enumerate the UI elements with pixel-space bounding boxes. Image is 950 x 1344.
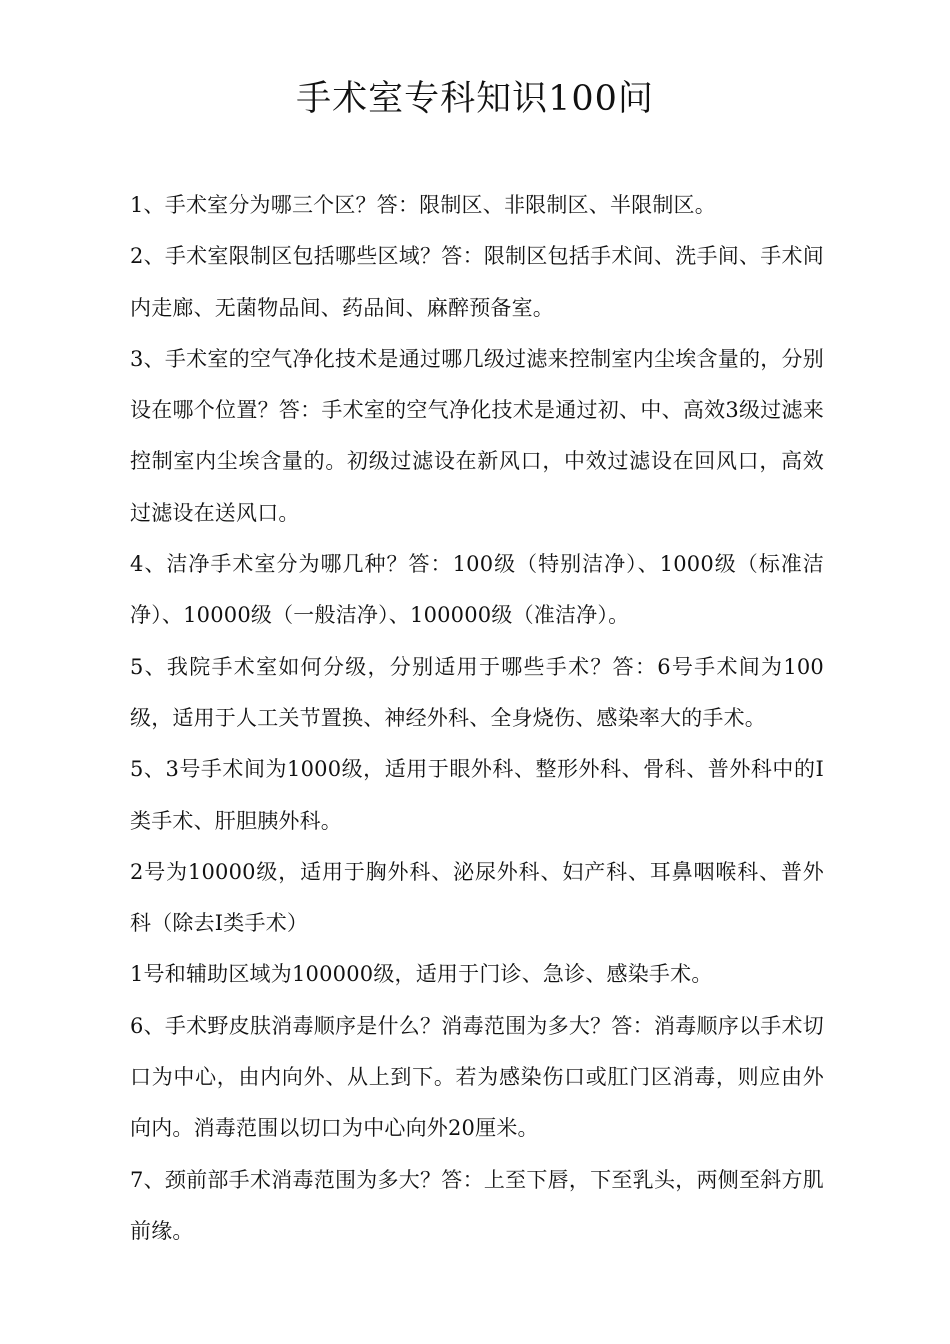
paragraph: 2、手术室限制区包括哪些区域？答：限制区包括手术间、洗手间、手术间内走廊、无菌物品间、药品间、麻醉预备室。 [130, 244, 824, 320]
document-body [130, 180, 824, 1257]
paragraph: 7、颈前部手术消毒范围为多大？答：上至下唇，下至乳头，两侧至斜方肌前缘。 [130, 1167, 824, 1243]
paragraph: 5、3号手术间为1000级，适用于眼外科、整形外科、骨科、普外科中的Ⅰ类手术、肝胆胰外科。 [130, 757, 824, 833]
paragraph: 5、我院手术室如何分级，分别适用于哪些手术？答：6号手术间为100级，适用于人工关节置换、神经外科、全身烧伤、感染率大的手术。 [130, 654, 824, 730]
paragraph: 2号为10000级，适用于胸外科、泌尿外科、妇产科、耳鼻咽喉科、普外科（除去Ⅰ类手术） [130, 859, 824, 936]
paragraph: 1号和辅助区域为100000级，适用于门诊、急诊、感染手术。 [130, 962, 713, 987]
paragraph: 3、手术室的空气净化技术是通过哪几级过滤来控制室内尘埃含量的，分别设在哪个位置？答：手术室的空气净化技术是通过初、中、高效3级过滤来控制室内尘埃含量的。初级过滤设在新风口，中效过滤设在回风口，高效过滤设在送风口。 [130, 346, 824, 525]
paragraph: 1、手术室分为哪三个区？答：限制区、非限制区、半限制区。 [130, 193, 716, 217]
document-title: 手术室专科知识100问 [296, 79, 654, 119]
paragraph: 6、手术野皮肤消毒顺序是什么？消毒范围为多大？答：消毒顺序以手术切口为中心，由内向外、从上到下。若为感染伤口或肛门区消毒，则应由外向内。消毒范围以切口为中心向外20厘米。 [130, 1013, 824, 1141]
paragraph: 4、洁净手术室分为哪几种？答：100级（特别洁净）、1000级（标准洁净）、10000级（一般洁净）、100000级（准洁净）。 [130, 552, 824, 628]
